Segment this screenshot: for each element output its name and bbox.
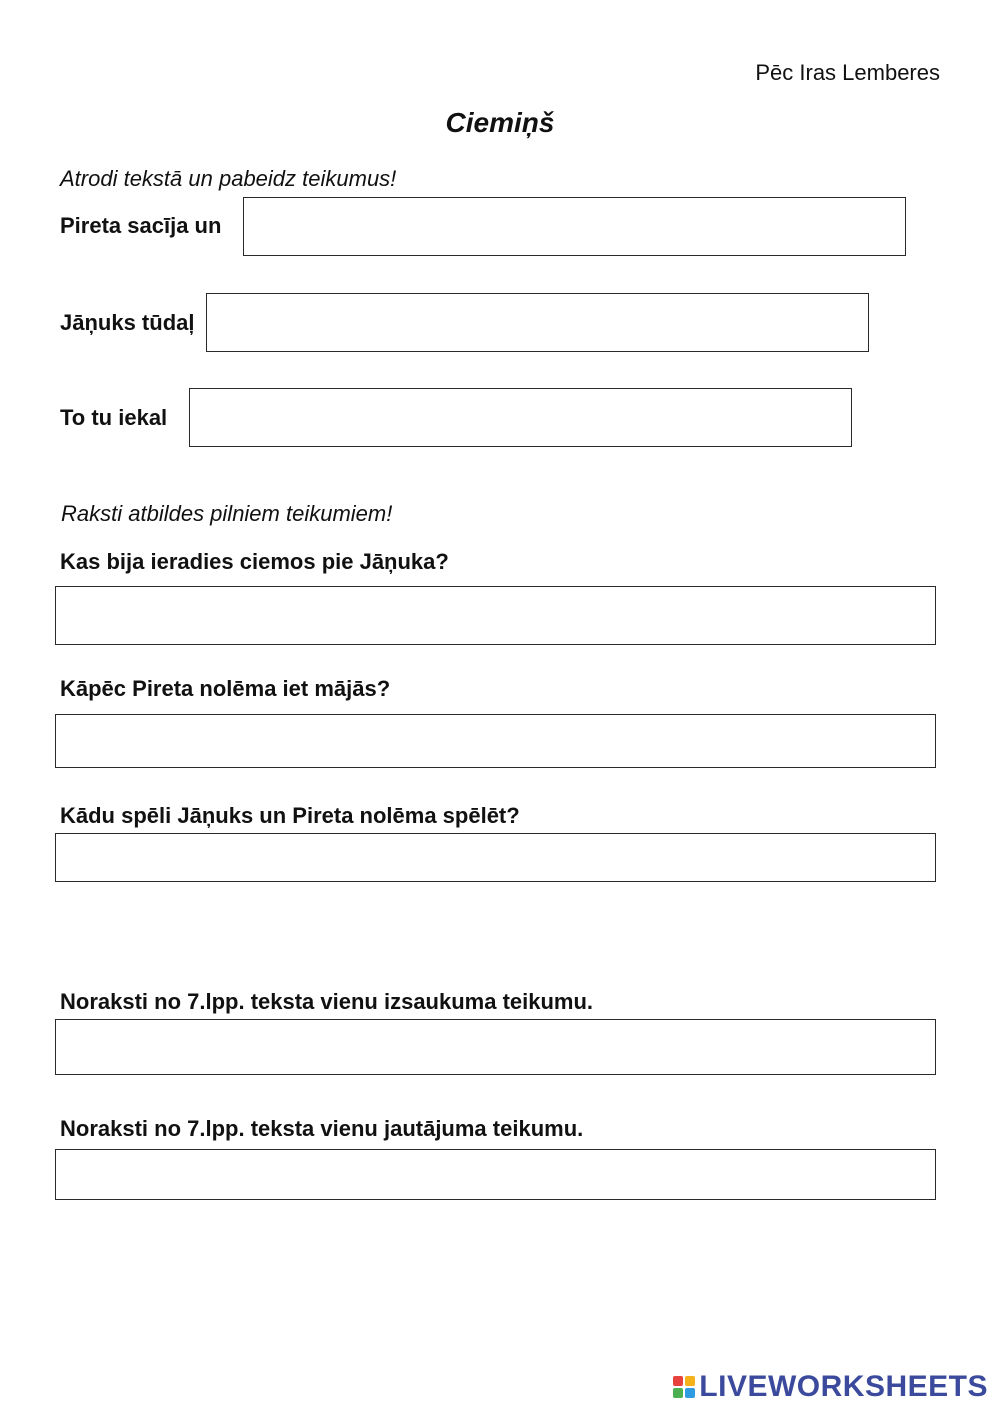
question-label-3: Kādu spēli Jāņuks un Pireta nolēma spēlēt? [60,803,520,828]
sentence-label-1: Pireta sacīja un [60,213,222,238]
section2-instruction: Raksti atbildes pilniem teikumiem! [61,501,393,526]
question-label-4: Noraksti no 7.lpp. teksta vienu izsaukuma teikumu. [60,989,594,1014]
question-label-1: Kas bija ieradies ciemos pie Jāņuka? [60,549,449,574]
logo-square-green [673,1388,683,1398]
sentence-input-2[interactable] [206,293,869,352]
sentence-input-3[interactable] [189,388,852,447]
page-title: Ciemiņš [445,107,555,138]
liveworksheets-brand[interactable] [673,1370,988,1404]
answer-input-4[interactable] [55,1019,936,1075]
liveworksheets-logo-icon [673,1376,695,1398]
section1-instruction: Atrodi tekstā un pabeidz teikumus! [60,166,397,191]
sentence-input-1[interactable] [243,197,906,256]
answer-input-5[interactable] [55,1149,936,1200]
sentence-label-3: To tu iekal [60,405,168,430]
answer-input-2[interactable] [55,714,936,768]
sentence-label-2: Jāņuks tūdaļ [60,310,195,335]
question-label-2: Kāpēc Pireta nolēma iet mājās? [60,676,391,701]
logo-square-blue [685,1388,695,1398]
answer-input-3[interactable] [55,833,936,882]
author-credit: Pēc Iras Lemberes [755,60,940,85]
question-label-5: Noraksti no 7.lpp. teksta vienu jautājuma teikumu. [60,1116,584,1141]
logo-square-yellow [685,1376,695,1386]
brand-name: LIVEWORKSHEETS [699,1370,988,1403]
logo-square-red [673,1376,683,1386]
answer-input-1[interactable] [55,586,936,645]
